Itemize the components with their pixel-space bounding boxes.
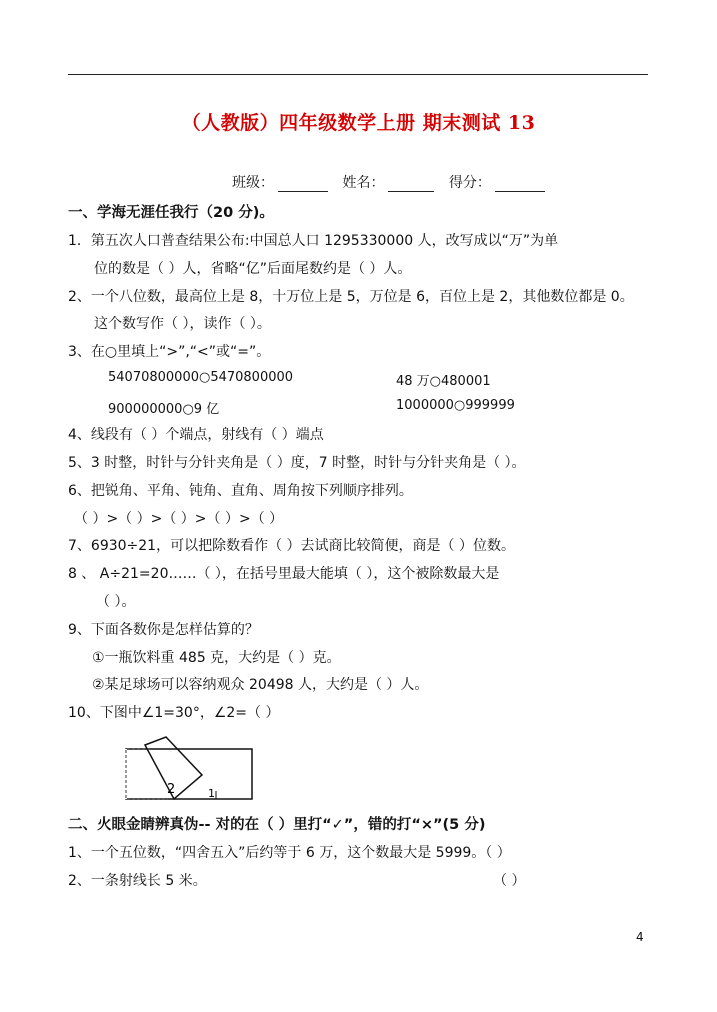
question-8-line1: 8 、 A÷21=20……（ ），在括号里最大能填（ ），这个被除数最大是 <box>68 566 500 582</box>
question-2-line2: 这个数写作（ ），读作（ ）。 <box>94 316 271 332</box>
judge-question-2-paren: （ ） <box>493 873 526 889</box>
section1-heading: 一、学海无涯任我行（20 分)。 <box>68 205 274 221</box>
class-blank <box>278 177 328 192</box>
angle-figure <box>120 735 260 803</box>
question-9-item-1: ①一瓶饮料重 485 克，大约是（ ）克。 <box>92 650 341 666</box>
question-1-line1: 1．第五次人口普查结果公布:中国总人口 1295330000 人，改写成以“万”为单 <box>68 233 559 249</box>
student-info <box>232 172 555 192</box>
question-8-line2: （ ）。 <box>96 594 136 610</box>
judge-question-2: 2、一条射线长 5 米。 <box>68 873 207 889</box>
question-1-line2: 位的数是（ ）人，省略“亿”后面尾数约是（ ）人。 <box>94 261 412 277</box>
question-3: 3、在○里填上“>”,“<”或“=”。 <box>68 344 271 360</box>
angle-2-label: 2 <box>167 782 176 797</box>
question-3-item-1: 54070800000○5470800000 <box>108 370 294 385</box>
name-label: 姓名： <box>342 175 385 191</box>
question-10: 10、下图中∠1=30°，∠2=（ ） <box>68 705 280 721</box>
question-6-order: （ ）>（ ）>（ ）>（ ）>（ ） <box>74 511 284 527</box>
question-7: 7、6930÷21，可以把除数看作（ ）去试商比较简便，商是（ ）位数。 <box>68 538 515 554</box>
header-rule <box>68 74 648 75</box>
score-label: 得分： <box>448 175 491 191</box>
page-number: 4 <box>636 930 644 944</box>
question-3-item-2: 48 万○480001 <box>396 374 491 389</box>
question-9: 9、下面各数你是怎样估算的？ <box>68 622 259 638</box>
angle-1-label: 1 <box>208 787 215 800</box>
figure-dashed-fold <box>126 749 168 799</box>
question-3-item-3: 900000000○9 亿 <box>108 402 220 417</box>
figure-rectangle <box>126 749 252 799</box>
section2-heading: 二、火眼金睛辨真伪-- 对的在（ ）里打“✓”，错的打“×”(5 分) <box>68 817 486 833</box>
question-4: 4、线段有（ ）个端点，射线有（ ）端点 <box>68 427 324 443</box>
question-3-item-4: 1000000○999999 <box>396 398 515 413</box>
question-9-item-2: ②某足球场可以容纳观众 20498 人，大约是（ ）人。 <box>92 677 429 693</box>
class-label: 班级： <box>232 175 274 191</box>
name-blank <box>388 177 434 192</box>
question-6: 6、把锐角、平角、钝角、直角、周角按下列顺序排列。 <box>68 483 413 499</box>
judge-question-1: 1、一个五位数，“四舍五入”后约等于 6 万，这个数最大是 5999。（ ） <box>68 845 511 861</box>
score-blank <box>495 177 545 192</box>
question-2-line1: 2、一个八位数，最高位上是 8，十万位上是 5，万位是 6，百位上是 2，其他数位都是 0。 <box>68 289 634 305</box>
question-5: 5、3 时整，时针与分针夹角是（ ）度，7 时整，时针与分针夹角是（ ）。 <box>68 455 526 471</box>
page-title: （人教版）四年级数学上册 期末测试 13 <box>181 112 536 134</box>
